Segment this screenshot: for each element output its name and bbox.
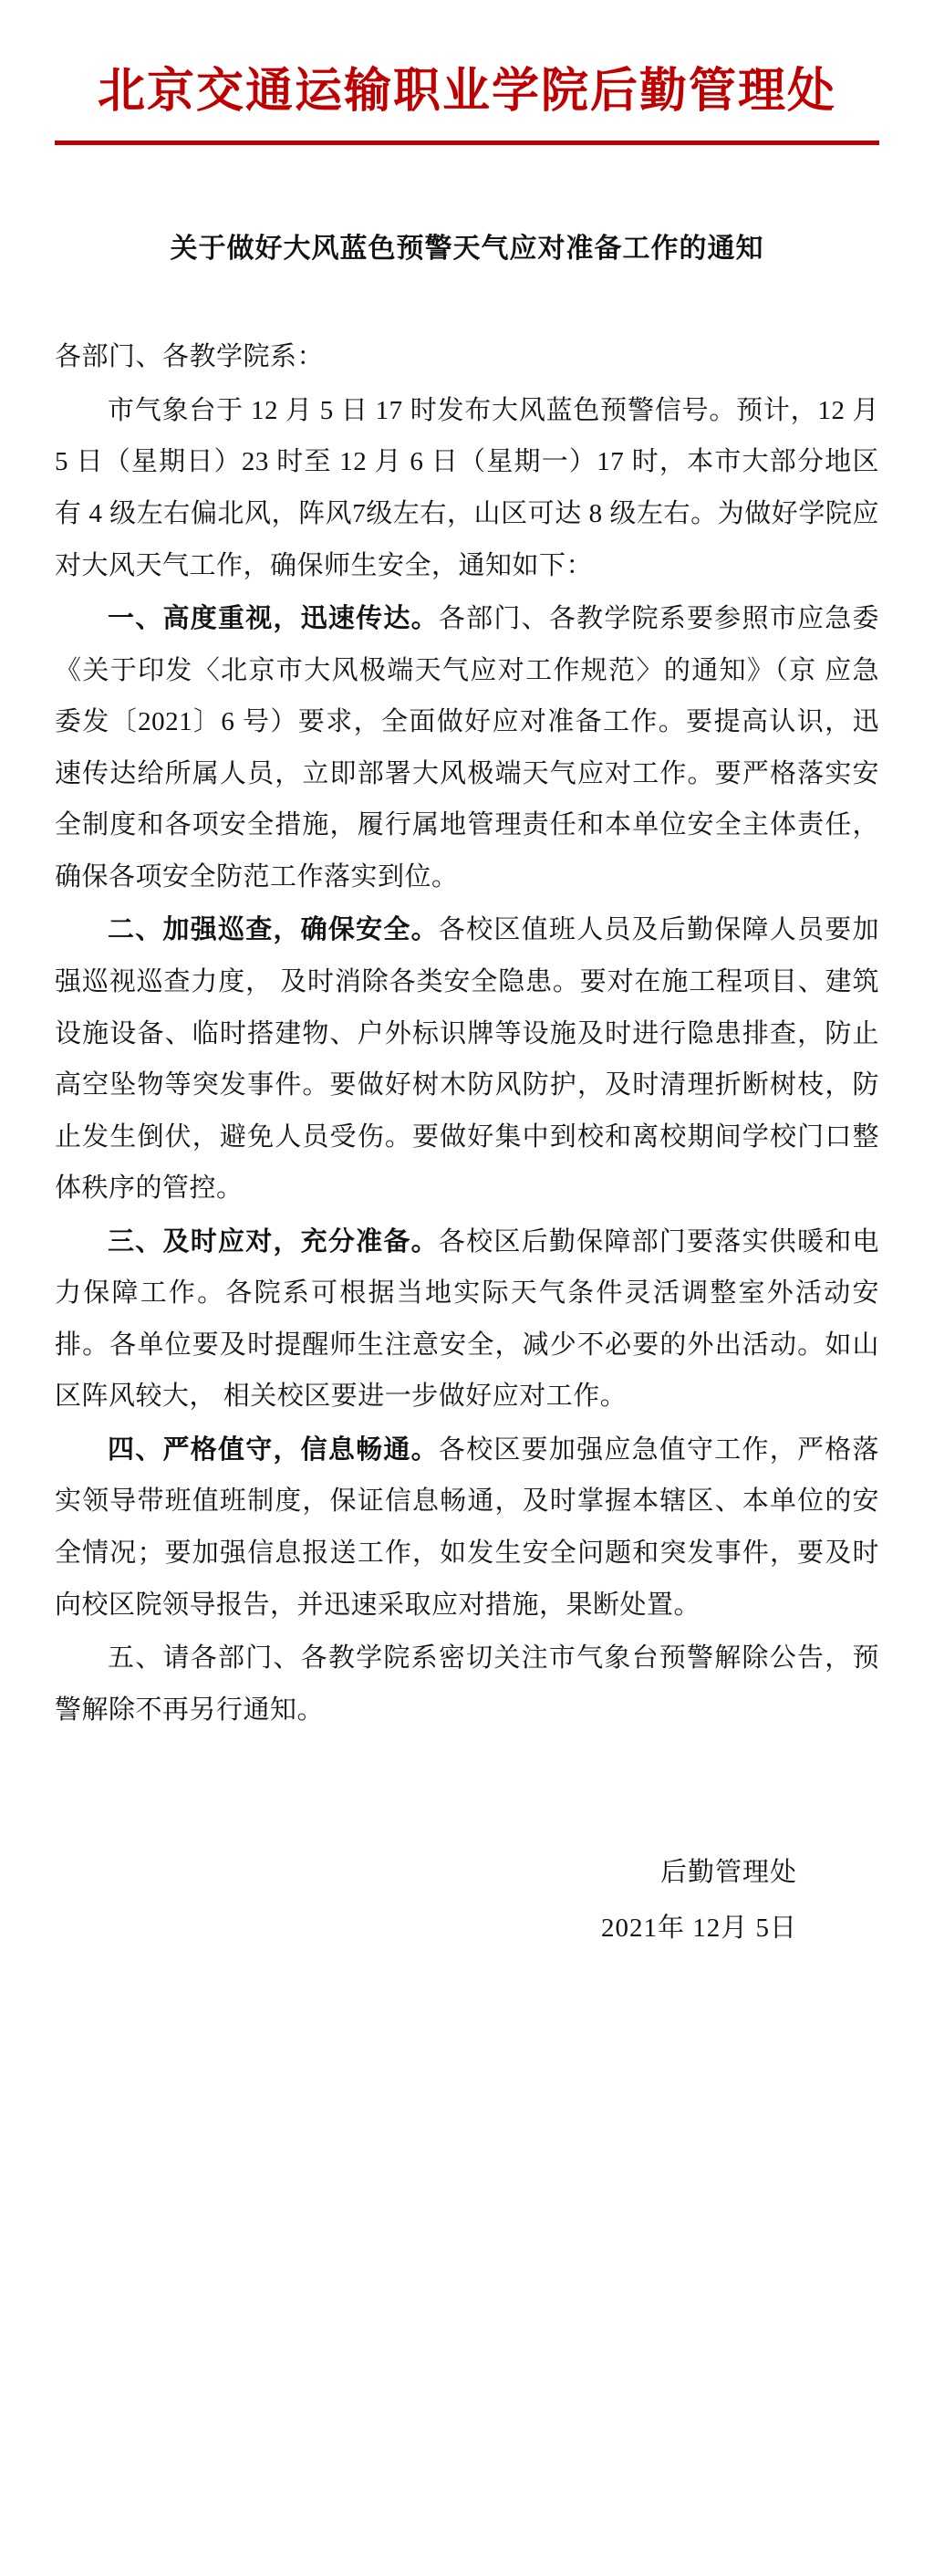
paragraph-item-3-text: 各校区后勤保障部门要落实供暖和电力保障工作。各院系可根据当地实际天气条件灵活调整室外活动安排。各单位要及时提醒师生注意安全，减少不必要的外出活动。如山区阵风较大， 相关校区要进一步做好应对工作。 — [55, 1226, 879, 1412]
paragraph-item-4 — [55, 1424, 879, 1631]
paragraph-item-3 — [55, 1216, 879, 1423]
paragraph-item-2-lead: 二、加强巡查，确保安全。 — [108, 915, 439, 945]
document-header-title: 北京交通运输职业学院后勤管理处 — [97, 66, 836, 118]
document-subject-title: 关于做好大风蓝色预警天气应对准备工作的通知 — [170, 234, 764, 265]
paragraph-item-1-text: 各部门、各教学院系要参照市应急委《关于印发〈北京市大风极端天气应对工作规范〉的通知》（京 应急委发〔2021〕6 号）要求，全面做好应对准备工作。要提高认识，迅速传达给所属人员，立即部署大风极端天气应对工作。要严格落实安全制度和各项安全措施，履行属地管理责任和本单位安全主体责任，确保各项安全防范工作落实到位。 — [55, 604, 879, 892]
paragraph-item-5 — [55, 1632, 879, 1736]
header-divider-rule — [55, 141, 879, 145]
paragraph-item-2 — [55, 904, 879, 1214]
paragraph-intro-text: 市气象台于 12 月 5 日 17 时发布大风蓝色预警信号。预计，12 月 5 日（星期日）23 时至 12 月 6 日（星期一）17 时，本市大部分地区有 4 级左右偏北风，阵风7级左右，山区可达 8 级左右。为做好学院应对大风天气工作，确保师生安全，通知如下： — [55, 395, 879, 580]
document-body — [55, 331, 879, 1736]
signature-date: 2021年 12月 5日 — [600, 1914, 797, 1944]
paragraph-intro — [55, 385, 879, 591]
paragraph-item-4-lead: 四、严格值守，信息畅通。 — [108, 1434, 439, 1465]
salutation: 各部门、各教学院系： — [55, 342, 325, 372]
paragraph-item-1-lead: 一、高度重视，迅速传达。 — [108, 604, 439, 634]
signature-issuer: 后勤管理处 — [659, 1858, 797, 1888]
document-signature — [55, 1845, 879, 1956]
paragraph-item-1 — [55, 593, 879, 902]
paragraph-item-4-text: 各校区要加强应急值守工作，严格落实领导带班值班制度，保证信息畅通，及时掌握本辖区、本单位的安全情况；要加强信息报送工作，如发生安全问题和突发事件，要及时向校区院领导报告，并迅速采取应对措施，果断处置。 — [55, 1434, 879, 1620]
paragraph-item-2-text: 各校区值班人员及后勤保障人员要加强巡视巡查力度， 及时消除各类安全隐患。要对在施工程项目、建筑设施设备、临时搭建物、户外标识牌等设施及时进行隐患排查，防止高空坠物等突发事件。要做好树木防风防护，及时清理折断树枝，防止发生倒伏，避免人员受伤。要做好集中到校和离校期间学校门口整体秩序的管控。 — [55, 915, 879, 1204]
paragraph-item-5-text: 五、请各部门、各教学院系密切关注市气象台预警解除公告，预警解除不再另行通知。 — [55, 1643, 879, 1725]
document-header — [55, 37, 879, 162]
paragraph-item-3-lead: 三、及时应对，充分准备。 — [108, 1226, 439, 1257]
bottom-spacer — [55, 1956, 879, 1993]
